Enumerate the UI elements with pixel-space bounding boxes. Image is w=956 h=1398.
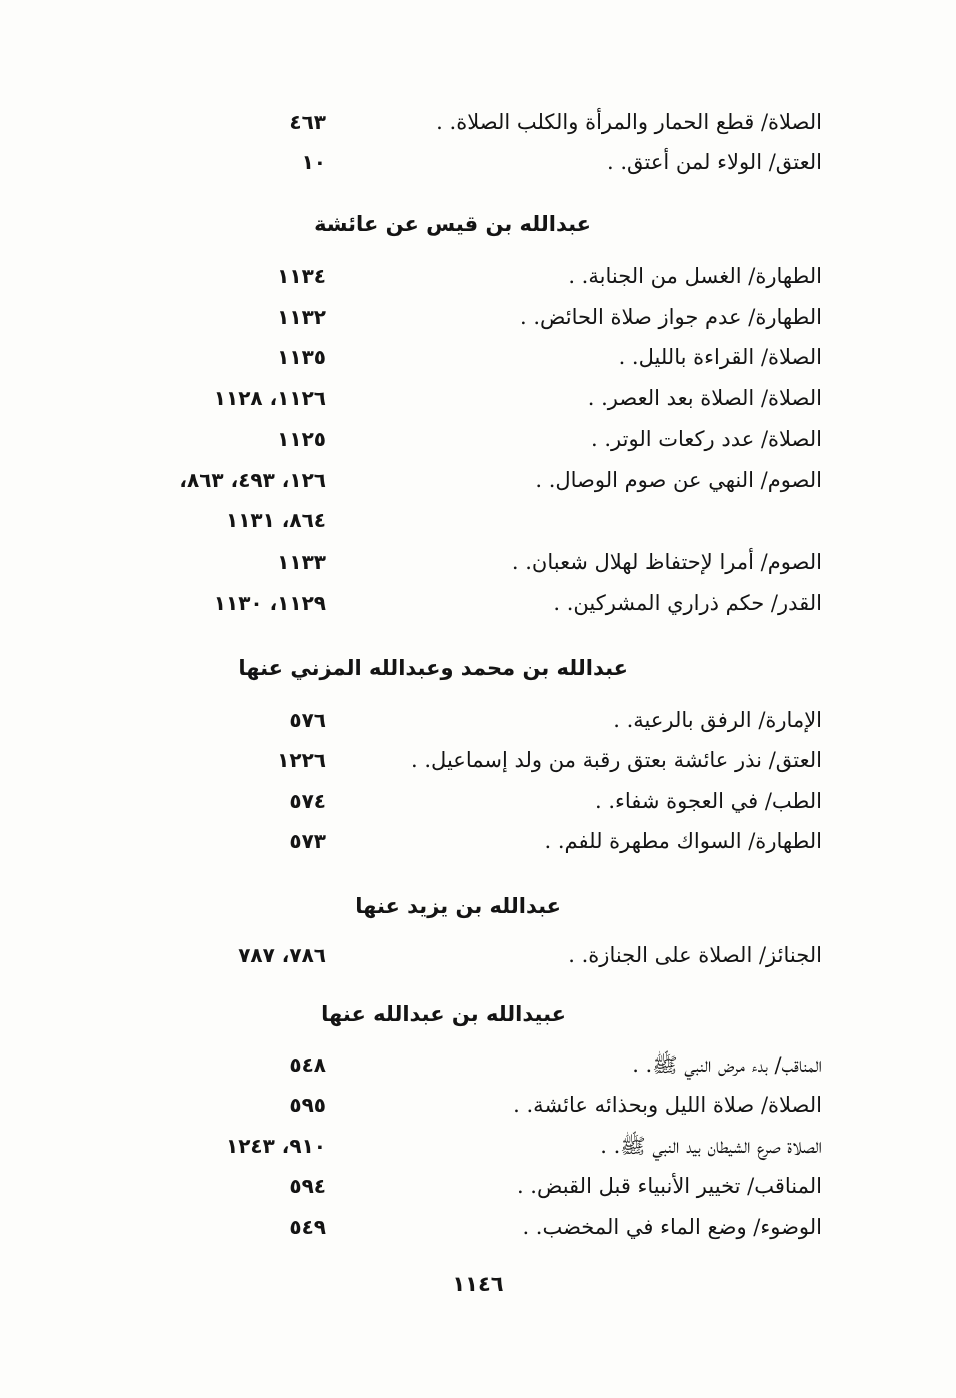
entry-topic: الصوم/ النهي عن صوم الوصال. . <box>535 468 822 492</box>
index-entry <box>110 337 822 377</box>
index-entry <box>110 583 822 623</box>
entry-refs: ٥٧٤ <box>289 789 326 813</box>
entry-refs: ١١٣٤ <box>277 264 326 288</box>
index-entry <box>110 256 822 296</box>
entry-topic: الصوم/ أمرا لإحتفاظ لهلال شعبان. . <box>511 550 822 574</box>
entry-topic: الطهارة/ السواك مطهرة للفم. . <box>544 829 822 853</box>
entry-topic: الوضوء/ وضع الماء في المخضب. . <box>522 1215 822 1239</box>
entry-topic: الطهارة/ الغسل من الجنابة. . <box>568 264 822 288</box>
entry-refs: ٥٤٨ <box>289 1053 326 1077</box>
entry-refs: ١١٣٥ <box>277 345 326 369</box>
entry-refs: ٩١٠، ١٢٤٣ <box>225 1134 326 1158</box>
entry-refs: ١١٣٢ <box>277 305 326 329</box>
section-heading: عبيدالله بن عبدالله عنها <box>321 1002 566 1026</box>
entry-topic: الإمارة/ الرفق بالرعية. . <box>613 708 822 732</box>
entry-refs: ١٢٢٦ <box>277 748 326 772</box>
entry-topic: العتق/ نذر عائشة بعتق رقبة من ولد إسماعيل. . <box>411 748 822 772</box>
entry-topic: الصلاة/ صلاة الليل وبحذائه عائشة. . <box>513 1093 822 1117</box>
entry-topic: الصلاة/ قطع الحمار والمرأة والكلب الصلاة. . <box>436 110 822 134</box>
entry-refs: ٤٦٣ <box>289 110 326 134</box>
entry-topic: المناقب/ تخيير الأنبياء قبل القبض. . <box>516 1174 822 1198</box>
entry-topic: الصلاة/ القراءة بالليل. . <box>618 345 822 369</box>
index-entry <box>110 460 822 500</box>
page-number: ١١٤٦ <box>452 1272 504 1296</box>
entry-refs: ٥٧٣ <box>289 829 326 853</box>
index-entry <box>110 542 822 582</box>
index-entry <box>110 781 822 821</box>
index-entry <box>110 1207 822 1247</box>
entry-topic: القدر/ حكم ذراري المشركين. . <box>553 591 822 615</box>
section-heading: عبدالله بن يزيد عنها <box>355 894 561 918</box>
entry-refs: ١١٢٩، ١١٣٠ <box>213 591 326 615</box>
entry-refs: ٥٧٦ <box>289 708 326 732</box>
index-entry <box>110 740 822 780</box>
index-entry <box>110 102 822 142</box>
entry-refs: ١١٢٥ <box>277 427 326 451</box>
index-entry <box>110 378 822 418</box>
entry-topic: الصلاة صرع الشيطان بيد النبي ﷺ. . <box>600 1134 822 1158</box>
entry-topic: الطهارة/ عدم جواز صلاة الحائض. . <box>520 305 822 329</box>
entry-refs: ١١٣٣ <box>277 550 326 574</box>
entry-topic: المناقب/ بدء مرض النبي ﷺ. . <box>632 1053 822 1077</box>
index-entry-continuation <box>110 500 822 540</box>
index-entry <box>110 700 822 740</box>
entry-refs: ٥٩٤ <box>289 1174 326 1198</box>
entry-topic: الطب/ في العجوة شفاء. . <box>594 789 822 813</box>
entry-refs: ١٢٦، ٤٩٣، ٨٦٣، <box>179 468 326 492</box>
entry-refs: ١١٢٦، ١١٢٨ <box>213 386 326 410</box>
entry-topic: الصلاة/ عدد ركعات الوتر. . <box>591 427 822 451</box>
index-entry <box>110 1085 822 1125</box>
entry-topic: العتق/ الولاء لمن أعتق. . <box>606 150 822 174</box>
entry-refs: ١٠ <box>301 150 326 174</box>
index-entry <box>110 1126 822 1166</box>
index-entry <box>110 297 822 337</box>
index-entry <box>110 821 822 861</box>
entry-topic: الصلاة/ الصلاة بعد العصر. . <box>587 386 822 410</box>
entry-refs: ٥٤٩ <box>289 1215 326 1239</box>
entry-refs: ٥٩٥ <box>289 1093 326 1117</box>
index-entry <box>110 419 822 459</box>
section-heading: عبدالله بن قيس عن عائشة <box>314 212 591 236</box>
index-entry <box>110 1166 822 1206</box>
index-entry <box>110 142 822 182</box>
index-entry <box>110 935 822 975</box>
entry-refs: ٨٦٤، ١١٣١ <box>225 508 326 532</box>
index-entry <box>110 1045 822 1085</box>
entry-topic: الجنائز/ الصلاة على الجنازة. . <box>568 943 822 967</box>
section-heading: عبدالله بن محمد وعبدالله المزني عنها <box>238 656 628 680</box>
entry-refs: ٧٨٦، ٧٨٧ <box>238 943 326 967</box>
